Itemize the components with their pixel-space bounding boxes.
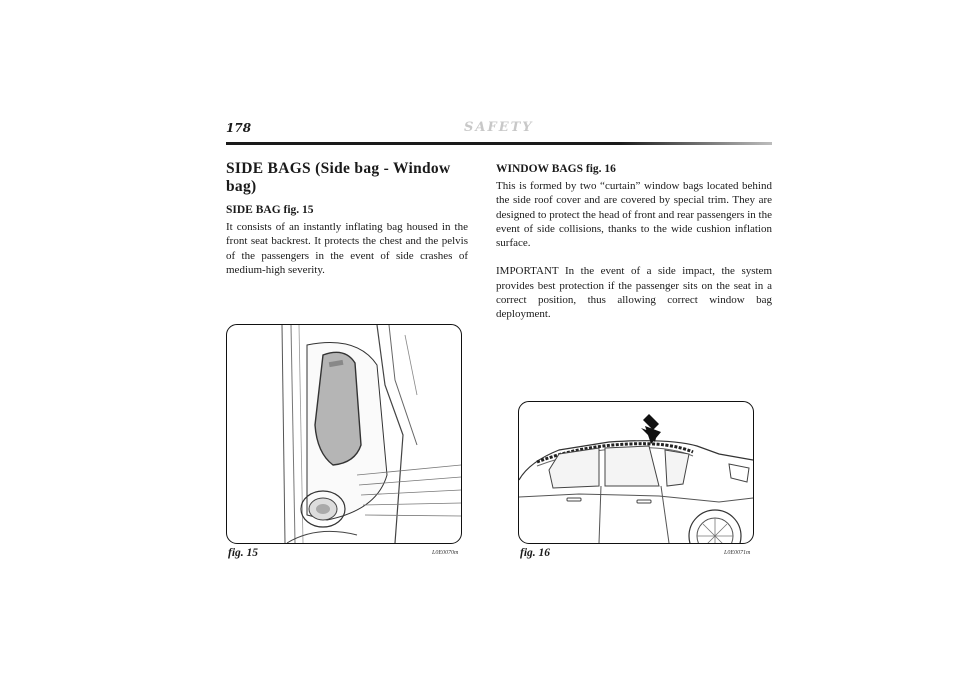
arrow-pointer-icon (641, 414, 661, 444)
figure-15-label: fig. 15 (228, 547, 259, 559)
window-bags-paragraph: This is formed by two “curtain” window bags located behind the side roof cover and are covered by special trim. They are designed to protect the head of front and rear passengers in the event of side collisions, thanks to the wide cushion inflation surface. (496, 180, 772, 250)
figure-16-window-bag (518, 401, 754, 544)
right-column (496, 163, 772, 322)
section-title: SAFETY (464, 120, 534, 135)
figure-16-code: L0E0071m (724, 550, 751, 556)
main-heading: SIDE BAGS (Side bag - Window bag) (226, 160, 451, 195)
page-number: 178 (226, 121, 252, 135)
side-bag-illustration (227, 325, 461, 543)
side-bag-heading: SIDE BAG fig. 15 (226, 204, 314, 216)
figure-15-code: L0E0070m (432, 550, 459, 556)
figure-16-label: fig. 16 (520, 547, 551, 559)
left-column (226, 160, 468, 277)
header-rule (226, 142, 772, 145)
important-paragraph: IMPORTANT In the event of a side impact, the system provides best protection if the passenger sits on the seat in a correct position, thus allowing correct window bag deployment. (496, 265, 772, 321)
window-bag-illustration (519, 402, 753, 543)
side-bag-paragraph: It consists of an instantly inflating bag housed in the front seat backrest. It protects the chest and the pelvis of the passengers in the event of side crashes of medium-high severity. (226, 221, 468, 276)
figure-15-side-bag (226, 324, 462, 544)
window-bags-heading: WINDOW BAGS fig. 16 (496, 163, 616, 175)
